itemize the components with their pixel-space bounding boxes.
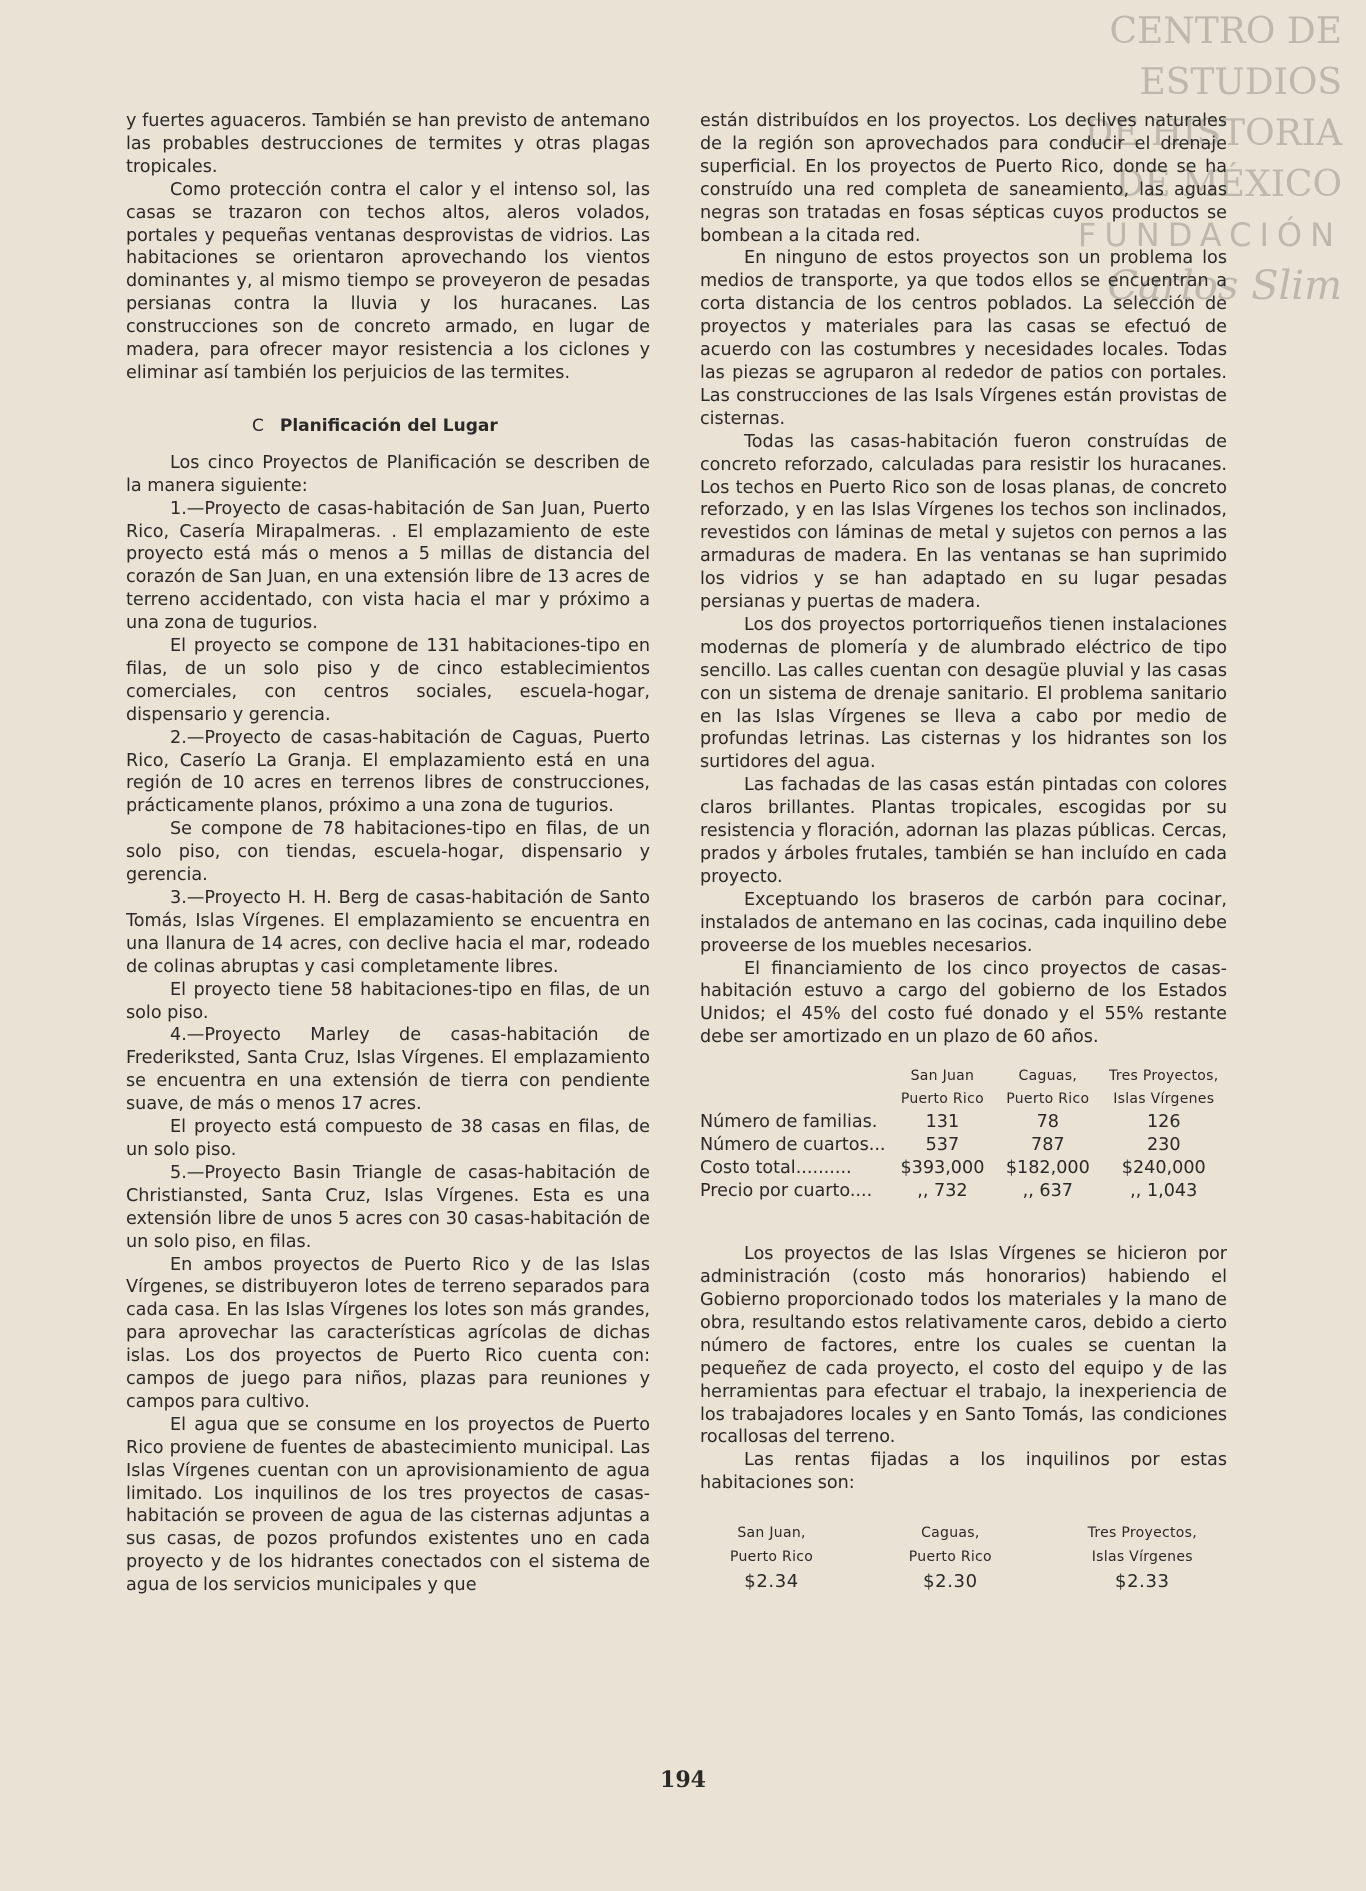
paragraph: En ambos proyectos de Puerto Rico y de las Islas Vírgenes, se distribuyeron lotes de terreno separados para cada casa. En las Islas Vírgenes los lotes son más grandes, para aprovechar las características agrícolas de dichas islas. Los dos proyectos de Puerto Rico cuenta con: campos de juego para niños, plazas para reuniones y campos para cultivo. xyxy=(126,1254,650,1412)
paragraph: y fuertes aguaceros. También se han previsto de antemano las probables destrucciones de termites y otras plagas tropicales. xyxy=(126,111,650,177)
table-row xyxy=(700,1111,1227,1134)
rent-value: $2.33 xyxy=(1115,1571,1170,1593)
table-cell: 131 xyxy=(925,1112,960,1133)
rent-label: Tres Proyectos, xyxy=(1087,1525,1197,1542)
row-label: Número de familias. xyxy=(700,1112,878,1133)
right-column xyxy=(700,110,1227,1595)
watermark-signature: Carlos Slim xyxy=(1107,263,1342,309)
rent-item xyxy=(1088,1521,1197,1595)
table-cell: ,, 1,043 xyxy=(1130,1181,1198,1202)
table-header-cell: San Juan Puerto Rico xyxy=(900,1068,984,1108)
paragraph: Los cinco Proyectos de Planificación se describen de la manera siguiente: xyxy=(126,452,650,496)
paragraph: 1.—Proyecto de casas-habitación de San Juan, Puerto Rico, Casería Mirapalmeras. . El emplazamiento de este proyecto está más o menos a 5 millas de distancia del corazón de San Juan, en una extensión libre de 13 acres de terreno accidentado, con vista hacia el mar y próximo a una zona de tugurios. xyxy=(126,498,650,634)
paragraph: 2.—Proyecto de casas-habitación de Caguas, Puerto Rico, Caserío La Granja. El emplazamiento está en una región de 10 acres en terrenos libres de construcciones, prácticamente planos, próximo a una zona de tugurios. xyxy=(126,727,650,817)
table-row xyxy=(700,1134,1227,1157)
paragraph: Se compone de 78 habitaciones-tipo en filas, de un solo piso, con tiendas, escuela-hogar, dispensario y gerencia. xyxy=(126,819,650,886)
paragraph: Las fachadas de las casas están pintadas con colores claros brillantes. Plantas tropicales, escogidas por su resistencia y floración, adornan las plazas públicas. Cercas, prados y árboles frutales, también se han incluído en cada proyecto. xyxy=(700,775,1227,887)
table-cell: ,, 637 xyxy=(1022,1181,1073,1202)
left-column xyxy=(126,110,650,1597)
table-cell: 78 xyxy=(1036,1112,1059,1133)
section-heading xyxy=(126,415,650,438)
paragraph: El financiamiento de los cinco proyectos de casas-habitación estuvo a cargo del gobierno de los Estados Unidos; el 45% del costo fué donado y el 55% restante debe ser amortizado en un plazo de 60 años. xyxy=(700,958,1227,1048)
table-cell: ,, 732 xyxy=(917,1181,968,1202)
rent-label: Puerto Rico xyxy=(908,1549,992,1566)
watermark-line: FUNDACIÓN xyxy=(1077,216,1342,254)
paragraph: Todas las casas-habitación fueron construídas de concreto reforzado, calculadas para resistir los huracanes. Los techos en Puerto Rico son de losas planas, de concreto reforzado, y en las Islas Vírgenes los techos son inclinados, revestidos con láminas de metal y sujetos con pernos a las armaduras de madera. En las ventanas se han suprimido los vidrios y se han adaptado en su lugar pesadas persianas y puertas de madera. xyxy=(700,431,1227,613)
paragraph: Exceptuando los braseros de carbón para cocinar, instalados de antemano en las cocinas, cada inquilino debe proveerse de los muebles necesarios. xyxy=(700,889,1227,956)
table-cell: 126 xyxy=(1146,1112,1181,1133)
watermark-line: ESTUDIOS xyxy=(1139,62,1342,103)
paragraph: El proyecto se compone de 131 habitaciones-tipo en filas, de un solo piso y de cinco establecimientos comerciales, con centros sociales, escuela-hogar, dispensario y gerencia. xyxy=(126,636,650,725)
row-label: Costo total.......... xyxy=(700,1158,852,1179)
section-letter: C xyxy=(252,415,264,436)
paragraph: El agua que se consume en los proyectos de Puerto Rico proviene de fuentes de abastecimiento municipal. Las Islas Vírgenes cuentan con un aprovisionamiento de agua limitado. Los inquilinos de los tres proyectos de casas-habitación se proveen de agua de las cisternas adjuntas a sus casas, de pozos profundos existentes uno en cada proyecto y de los hidrantes conectados con el sistema de agua de los servicios municipales y que xyxy=(126,1414,650,1596)
watermark-line: CENTRO DE xyxy=(1109,11,1342,52)
rent-value: $2.30 xyxy=(923,1571,978,1593)
paragraph: El proyecto está compuesto de 38 casas en filas, de un solo piso. xyxy=(126,1117,650,1160)
rent-value: $2.34 xyxy=(744,1571,799,1593)
table-cell: $240,000 xyxy=(1121,1158,1206,1179)
table-row xyxy=(700,1180,1227,1203)
paragraph: Los dos proyectos portorriqueños tienen instalaciones modernas de plomería y de alumbrado eléctrico de tipo sencillo. Las calles cuentan con desagüe pluvial y las casas con un sistema de drenaje sanitario. El problema sanitario en las Islas Vírgenes se lleva a cabo por medio de profundas letrinas. Las cisternas y los hidrantes son los surtidores del agua. xyxy=(700,614,1227,773)
rent-label: Puerto Rico xyxy=(730,1549,814,1566)
paragraph: Los proyectos de las Islas Vírgenes se hicieron por administración (costo más honorarios) habiendo el Gobierno proporcionado todos los materiales y la mano de obra, resultando estos relativamente caros, debido a cierto número de factores, entre los cuales se cuentan la pequeñez de cada proyecto, el costo del equipo y de las herramientas para efectuar el trabajo, la inexperiencia de los trabajadores locales y en Santo Tomás, las condiciones rocallosas del terreno. xyxy=(700,1244,1227,1448)
table-cell: $182,000 xyxy=(1005,1158,1090,1179)
paragraph: 5.—Proyecto Basin Triangle de casas-habitación de Christiansted, Santa Cruz, Islas Vírgenes. Esta es una extensión libre de unos 5 acres con 30 casas-habitación de un solo piso, en filas. xyxy=(126,1162,650,1252)
paragraph: están distribuídos en los proyectos. Los declives naturales de la región son aprovechados para conducir el drenaje superficial. En los proyectos de Puerto Rico, donde se ha construído una red completa de saneamiento, las aguas negras son tratadas en fosas sépticas cuyos productos se bombean a la citada red. xyxy=(700,111,1227,246)
table-cell: 787 xyxy=(1031,1135,1065,1156)
page-number: 194 xyxy=(660,1767,706,1793)
table-header-cell xyxy=(700,1065,890,1111)
rent-label: San Juan, xyxy=(737,1525,806,1542)
cost-table xyxy=(700,1065,1227,1203)
rent-label: Caguas, xyxy=(921,1525,980,1542)
table-cell: 537 xyxy=(925,1135,960,1156)
table-cell: 230 xyxy=(1146,1135,1181,1156)
section-title: Planificación del Lugar xyxy=(279,415,498,436)
rent-item xyxy=(909,1521,992,1595)
watermark-line: DE MÉXICO xyxy=(1115,164,1342,205)
paragraph: Las rentas fijadas a los inquilinos por estas habitaciones son: xyxy=(700,1450,1227,1494)
table-header-cell: Tres Proyectos, Islas Vírgenes xyxy=(1109,1068,1219,1108)
table-cell: $393,000 xyxy=(900,1158,985,1179)
paragraph: En ninguno de estos proyectos son un problema los medios de transporte, ya que todos ellos se encuentran a corta distancia de los centros poblados. La selección de proyectos y materiales para las casas se efectuó de acuerdo con las costumbres y necesidades locales. Todas las piezas se agruparon al rededor de patios con portales. Las construcciones de las Isals Vírgenes están provistas de cisternas. xyxy=(700,248,1227,429)
watermark-line: DE HISTORIA xyxy=(1084,113,1342,154)
rent-item xyxy=(730,1521,813,1595)
rents-list xyxy=(700,1521,1227,1595)
row-label: Número de cuartos... xyxy=(700,1135,886,1156)
paragraph: 3.—Proyecto H. H. Berg de casas-habitación de Santo Tomás, Islas Vírgenes. El emplazamiento se encuentra en una llanura de 14 acres, con declive hacia el mar, rodeado de colinas abruptas y casi completamente libres. xyxy=(126,888,650,977)
paragraph: 4.—Proyecto Marley de casas-habitación de Frederiksted, Santa Cruz, Islas Vírgenes. El emplazamiento se encuentra en una extensión de tierra con pendiente suave, de más o menos 17 acres. xyxy=(126,1025,650,1115)
row-label: Precio por cuarto.... xyxy=(700,1181,873,1202)
table-header-cell: Caguas, Puerto Rico xyxy=(1006,1068,1090,1108)
paragraph: El proyecto tiene 58 habitaciones-tipo en filas, de un solo piso. xyxy=(126,979,650,1023)
table-row xyxy=(700,1157,1227,1180)
paragraph: Como protección contra el calor y el intenso sol, las casas se trazaron con techos altos, aleros volados, portales y pequeñas ventanas desprovistas de vidrios. Las habitaciones se orientaron aprovechando los vientos dominantes y, al mismo tiempo se proveyeron de pesadas persianas contra la lluvia y los huracanes. Las construcciones son de concreto armado, en lugar de madera, para ofrecer mayor resistencia a los ciclones y eliminar así también los perjuicios de las termites. xyxy=(126,179,650,383)
table-header-row xyxy=(700,1065,1227,1111)
rent-label: Islas Vírgenes xyxy=(1091,1549,1193,1566)
